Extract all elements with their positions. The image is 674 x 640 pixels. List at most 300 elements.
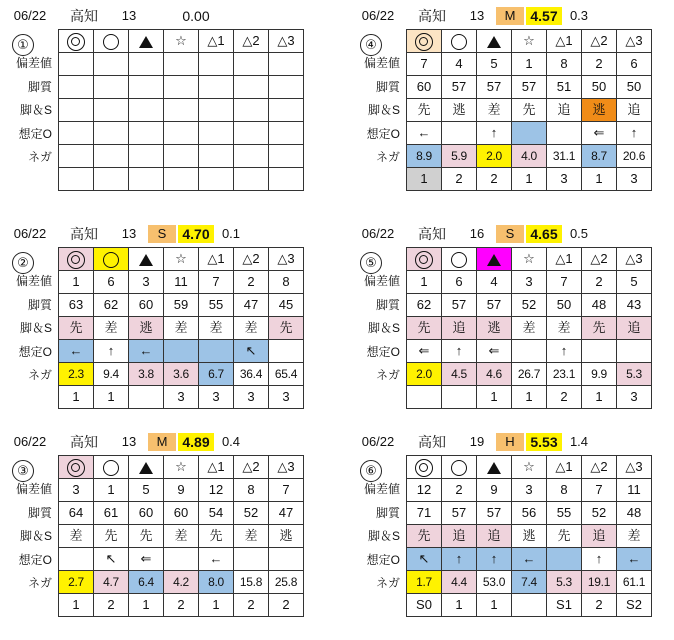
grid-cell: 57 [512, 76, 547, 99]
grid-cell [269, 168, 304, 191]
row-label: ネガ [27, 368, 52, 382]
grid-cell: 差 [59, 525, 94, 548]
mark-label: △2 [242, 33, 260, 48]
grid-cell: 2.3 [59, 363, 94, 386]
row-label: 脚＆S [367, 321, 400, 335]
expected-odds-row [407, 145, 652, 168]
grid-cell: ↑ [477, 548, 512, 571]
row-label: ネガ [27, 150, 52, 164]
grid-cell: 1 [512, 53, 547, 76]
grid-cell: 追 [442, 525, 477, 548]
race-score: 4.89 [178, 433, 214, 451]
grid-cell: 1 [94, 386, 129, 409]
runner-count: 19 [469, 434, 485, 449]
row-label: ネガ [375, 368, 400, 382]
race-panel [348, 4, 668, 209]
mark-label: ☆ [175, 459, 187, 474]
grid-cell [269, 145, 304, 168]
grid-cell: ↖ [94, 548, 129, 571]
grid-cell: 6 [442, 271, 477, 294]
mark-cell [164, 456, 199, 479]
grade-badge: M [496, 7, 524, 25]
race-venue: 高知 [70, 226, 98, 242]
race-number: ⑤ [360, 252, 382, 274]
grid-cell: ↑ [477, 122, 512, 145]
grid-cell: 2 [269, 594, 304, 617]
grid-cell: ← [617, 548, 652, 571]
runner-count: 13 [121, 226, 137, 241]
grid-cell: 先 [547, 525, 582, 548]
mark-label: △1 [207, 251, 225, 266]
grid-cell: 60 [407, 76, 442, 99]
mark-cell [512, 456, 547, 479]
grid-cell [164, 99, 199, 122]
grid-cell: 追 [547, 99, 582, 122]
grid-cell: 3 [199, 386, 234, 409]
grid-cell: 先 [582, 317, 617, 340]
grid-cell: ⇐ [582, 122, 617, 145]
prediction-grid [58, 455, 304, 617]
grid-cell: 50 [547, 294, 582, 317]
expected-odds-row [407, 571, 652, 594]
row-label: 偏差値 [363, 482, 400, 496]
grid-cell: 36.4 [234, 363, 269, 386]
grid-cell [129, 99, 164, 122]
grid-cell [442, 122, 477, 145]
row-label: 想定O [18, 344, 52, 359]
grid-cell: 3 [129, 271, 164, 294]
deviation-row [59, 76, 304, 99]
horse-number-row [407, 479, 652, 502]
grid-cell: 差 [199, 317, 234, 340]
grid-cell [94, 76, 129, 99]
grid-cell [234, 145, 269, 168]
grid-cell: 6.4 [129, 571, 164, 594]
mark-cell [269, 30, 304, 53]
race-score: 4.65 [526, 225, 562, 243]
runner-count: 16 [469, 226, 485, 241]
grid-cell: 2 [234, 271, 269, 294]
row-label: 脚＆S [367, 103, 400, 117]
grid-cell: 64 [59, 502, 94, 525]
row-labels [348, 478, 402, 596]
race-venue: 高知 [70, 434, 98, 450]
position-arrow-row [59, 340, 304, 363]
grid-cell: 2 [582, 53, 617, 76]
mark-cell [582, 30, 617, 53]
grid-cell: 1 [512, 386, 547, 409]
grid-cell: ↑ [617, 122, 652, 145]
mark-cell [129, 30, 164, 53]
expected-odds-row [59, 363, 304, 386]
grid-cell: 52 [512, 294, 547, 317]
mark-cell [442, 456, 477, 479]
grid-cell: ← [512, 548, 547, 571]
grid-cell: 2 [234, 594, 269, 617]
mark-cell [199, 30, 234, 53]
grid-cell: ← [129, 340, 164, 363]
grid-cell: 1 [582, 168, 617, 191]
row-label: 脚質 [27, 79, 52, 94]
grid-cell: 3 [269, 386, 304, 409]
grid-cell: 48 [582, 294, 617, 317]
double-circle-icon [67, 459, 85, 477]
grid-cell: 逃 [582, 99, 617, 122]
grid-cell: 7 [582, 479, 617, 502]
grid-cell: S2 [617, 594, 652, 617]
race-date: 06/22 [361, 226, 395, 241]
grid-cell: 8.0 [199, 571, 234, 594]
race-date: 06/22 [361, 8, 395, 23]
grid-cell: 1 [512, 168, 547, 191]
mark-cell [94, 456, 129, 479]
grid-cell: 5.3 [617, 363, 652, 386]
grid-cell [234, 122, 269, 145]
grid-cell: 追 [442, 317, 477, 340]
grid-cell: 47 [269, 502, 304, 525]
grid-cell: 53.0 [477, 571, 512, 594]
grid-cell: 9 [164, 479, 199, 502]
mark-cell [617, 456, 652, 479]
row-labels [348, 270, 402, 388]
grid-cell: 7 [407, 53, 442, 76]
row-labels [0, 52, 54, 170]
grade-badge: H [496, 433, 524, 451]
mark-label: △3 [277, 251, 295, 266]
grid-cell [269, 122, 304, 145]
grid-cell [269, 99, 304, 122]
grid-cell: 1 [59, 386, 94, 409]
grid-cell [617, 340, 652, 363]
row-label: 脚質 [375, 297, 400, 312]
grid-cell: 4.2 [164, 571, 199, 594]
grid-cell [94, 168, 129, 191]
prediction-grid [406, 247, 652, 409]
grid-cell: 2 [477, 168, 512, 191]
grid-cell [129, 386, 164, 409]
triangle-icon [487, 462, 501, 474]
grid-cell: 1 [129, 594, 164, 617]
race-date: 06/22 [361, 434, 395, 449]
grid-cell: 9 [477, 479, 512, 502]
prediction-grid [406, 29, 652, 191]
grid-cell: 61.1 [617, 571, 652, 594]
grid-cell: 8.9 [407, 145, 442, 168]
grid-cell: 8 [547, 53, 582, 76]
circle-icon [451, 252, 467, 268]
grid-cell: 先 [407, 99, 442, 122]
race-header [348, 4, 668, 26]
grid-cell: 1 [442, 594, 477, 617]
mark-cell [477, 248, 512, 271]
grid-cell: 先 [59, 317, 94, 340]
grid-cell [234, 76, 269, 99]
grid-cell: 7 [269, 479, 304, 502]
position-arrow-row [407, 340, 652, 363]
row-label: ネガ [27, 576, 52, 590]
grid-cell [512, 122, 547, 145]
mark-cell [407, 30, 442, 53]
grid-cell: 12 [407, 479, 442, 502]
mark-cell [617, 30, 652, 53]
expected-odds-row [59, 145, 304, 168]
grid-cell: 1.7 [407, 571, 442, 594]
double-circle-icon [415, 33, 433, 51]
triangle-icon [487, 36, 501, 48]
mark-label: ☆ [175, 33, 187, 48]
race-score: 0.00 [182, 8, 210, 24]
grid-cell [442, 386, 477, 409]
grid-cell: 50 [617, 76, 652, 99]
grid-cell: 52 [234, 502, 269, 525]
grid-cell [164, 145, 199, 168]
grid-cell: 25.8 [269, 571, 304, 594]
row-label: 想定O [18, 552, 52, 567]
race-header [0, 222, 320, 244]
race-panel [348, 222, 668, 427]
grid-cell: 4 [442, 53, 477, 76]
grid-cell: ⇐ [477, 340, 512, 363]
grid-cell: 62 [407, 294, 442, 317]
grid-cell: 56 [512, 502, 547, 525]
grade-badge: S [148, 225, 176, 243]
grid-cell: ← [407, 122, 442, 145]
row-label: 脚質 [375, 79, 400, 94]
grid-cell: 先 [94, 525, 129, 548]
grid-cell: 3 [617, 386, 652, 409]
grid-cell: 6 [617, 53, 652, 76]
mark-label: △3 [625, 459, 643, 474]
grid-cell: 1 [582, 386, 617, 409]
mark-cell [234, 456, 269, 479]
grid-cell: 2 [582, 594, 617, 617]
grid-cell: 差 [164, 525, 199, 548]
grid-cell: 52 [582, 502, 617, 525]
grid-cell [269, 340, 304, 363]
negative-row [407, 594, 652, 617]
mark-cell [582, 456, 617, 479]
grid-cell: 追 [477, 525, 512, 548]
mark-cell [477, 30, 512, 53]
double-circle-icon [67, 251, 85, 269]
race-header [348, 222, 668, 244]
grid-cell: 1 [477, 594, 512, 617]
mark-label: △3 [277, 33, 295, 48]
grid-cell: 先 [407, 317, 442, 340]
grid-cell: 2.0 [477, 145, 512, 168]
mark-label: △1 [207, 459, 225, 474]
grid-cell: 追 [617, 317, 652, 340]
mark-cell [234, 248, 269, 271]
race-date: 06/22 [13, 8, 47, 23]
grid-cell: 7.4 [512, 571, 547, 594]
grid-cell [512, 340, 547, 363]
row-label: 脚質 [27, 505, 52, 520]
grid-cell: 3.8 [129, 363, 164, 386]
row-label: 脚＆S [19, 529, 52, 543]
mark-cell [477, 456, 512, 479]
grid-cell: 9.4 [94, 363, 129, 386]
grid-cell: 1 [407, 271, 442, 294]
grid-cell: 11 [164, 271, 199, 294]
grid-cell: 逃 [477, 317, 512, 340]
grid-cell: ↑ [547, 340, 582, 363]
grid-cell: S0 [407, 594, 442, 617]
position-arrow-row [407, 548, 652, 571]
mark-cell [164, 248, 199, 271]
race-score: 4.57 [526, 7, 562, 25]
grid-cell: 6.7 [199, 363, 234, 386]
grid-cell: ⇐ [407, 340, 442, 363]
mark-cell [269, 456, 304, 479]
triangle-icon [139, 254, 153, 266]
grid-cell: 55 [547, 502, 582, 525]
mark-cell [164, 30, 199, 53]
grid-cell [164, 122, 199, 145]
mark-label: △1 [555, 459, 573, 474]
mark-cell [234, 30, 269, 53]
grid-cell [59, 99, 94, 122]
grid-cell: 1 [199, 594, 234, 617]
row-label: 想定O [366, 552, 400, 567]
mark-cell [547, 456, 582, 479]
grid-cell [269, 548, 304, 571]
grid-cell [129, 53, 164, 76]
grid-cell: 45 [269, 294, 304, 317]
deviation-row [407, 294, 652, 317]
grid-cell [94, 145, 129, 168]
mark-cell [59, 30, 94, 53]
grid-cell: 逃 [442, 99, 477, 122]
grid-cell [199, 145, 234, 168]
grid-cell: 11 [617, 479, 652, 502]
grid-cell: 先 [407, 525, 442, 548]
grid-cell: ↑ [582, 548, 617, 571]
grid-cell: 差 [512, 317, 547, 340]
mark-cell [59, 248, 94, 271]
grid-cell: 71 [407, 502, 442, 525]
race-panel [0, 430, 320, 635]
grid-cell: 61 [94, 502, 129, 525]
mark-label: △2 [242, 251, 260, 266]
grid-cell [129, 168, 164, 191]
row-label: 偏差値 [363, 274, 400, 288]
grid-cell: 63 [59, 294, 94, 317]
runner-count: 13 [121, 434, 137, 449]
grid-cell: 43 [617, 294, 652, 317]
grid-cell: 3 [617, 168, 652, 191]
grid-cell: 6 [94, 271, 129, 294]
mark-label: ☆ [175, 251, 187, 266]
mark-cell [442, 248, 477, 271]
row-label: 想定O [18, 126, 52, 141]
marks-row [407, 30, 652, 53]
mark-label: △3 [625, 251, 643, 266]
negative-row [407, 386, 652, 409]
mark-label: △1 [555, 251, 573, 266]
mark-cell [59, 456, 94, 479]
deviation-row [407, 502, 652, 525]
horse-number-row [407, 53, 652, 76]
grid-cell [164, 168, 199, 191]
row-label: 偏差値 [15, 482, 52, 496]
grid-cell: 先 [129, 525, 164, 548]
negative-row [59, 386, 304, 409]
grid-cell: 26.7 [512, 363, 547, 386]
position-arrow-row [407, 122, 652, 145]
mark-label: △2 [590, 33, 608, 48]
grade-badge: S [496, 225, 524, 243]
race-venue: 高知 [418, 8, 446, 24]
row-label: 想定O [366, 344, 400, 359]
grid-cell: 8 [269, 271, 304, 294]
grid-cell: 57 [442, 76, 477, 99]
grid-cell: 3 [59, 479, 94, 502]
grid-cell: 4.7 [94, 571, 129, 594]
running-style-row [59, 525, 304, 548]
grid-cell: 31.1 [547, 145, 582, 168]
grid-cell: 4.0 [512, 145, 547, 168]
grid-cell [164, 53, 199, 76]
grid-cell: 3 [164, 386, 199, 409]
grid-cell: 8 [234, 479, 269, 502]
runner-count: 13 [121, 8, 137, 23]
row-label: 脚＆S [19, 103, 52, 117]
circle-icon [103, 34, 119, 50]
race-header [0, 4, 320, 26]
grid-cell: 2.0 [407, 363, 442, 386]
prediction-grid [58, 247, 304, 409]
grid-cell: 2 [442, 479, 477, 502]
grid-cell: 47 [234, 294, 269, 317]
row-label: 脚質 [375, 505, 400, 520]
score-diff: 0.4 [221, 434, 241, 449]
mark-cell [94, 248, 129, 271]
grid-cell: 50 [582, 76, 617, 99]
triangle-icon [487, 254, 501, 266]
mark-cell [512, 30, 547, 53]
expected-odds-row [59, 571, 304, 594]
mark-cell [199, 456, 234, 479]
race-date: 06/22 [13, 434, 47, 449]
horse-number-row [59, 479, 304, 502]
grid-cell [547, 122, 582, 145]
score-diff: 0.3 [569, 8, 589, 23]
grid-cell: ↑ [442, 548, 477, 571]
mark-label: ☆ [523, 459, 535, 474]
row-label: 脚＆S [19, 321, 52, 335]
mark-label: △2 [590, 251, 608, 266]
double-circle-icon [67, 33, 85, 51]
grid-cell: ↑ [442, 340, 477, 363]
mark-label: △3 [625, 33, 643, 48]
row-label: 脚質 [27, 297, 52, 312]
grid-cell: 3.6 [164, 363, 199, 386]
grid-cell [59, 168, 94, 191]
grid-cell: 54 [199, 502, 234, 525]
race-number: ③ [12, 460, 34, 482]
row-labels [348, 52, 402, 170]
grid-cell: 15.8 [234, 571, 269, 594]
grid-cell: 1 [407, 168, 442, 191]
grid-cell: 追 [582, 525, 617, 548]
grid-cell [407, 386, 442, 409]
grid-cell: 60 [129, 502, 164, 525]
grid-cell [164, 76, 199, 99]
grid-cell [199, 53, 234, 76]
race-venue: 高知 [418, 434, 446, 450]
position-arrow-row [59, 122, 304, 145]
